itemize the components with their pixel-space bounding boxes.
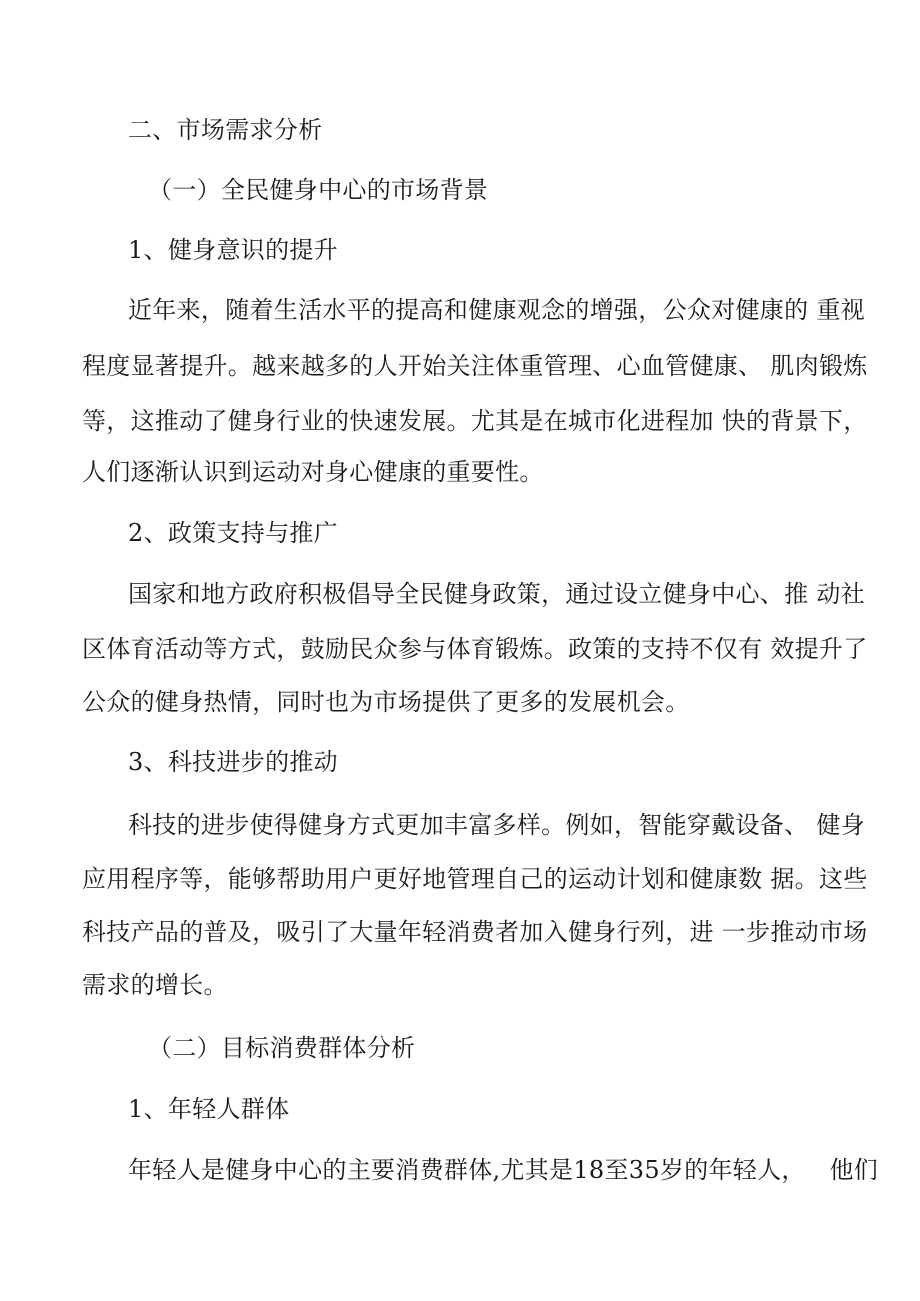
paragraph-line: 公众的健身热情，同时也为市场提供了更多的发展机会。 <box>82 688 690 716</box>
paragraph-line: 科技的进步使得健身方式更加丰富多样。例如，智能穿戴设备、 健身 <box>128 811 865 839</box>
paragraph-line: 近年来，随着生活水平的提高和健康观念的增强，公众对健康的 重视 <box>128 296 865 324</box>
item-heading-fitness-awareness: 1、健身意识的提升 <box>128 236 338 264</box>
item-heading-young-people: 1、年轻人群体 <box>128 1095 290 1123</box>
paragraph-line: 等，这推动了健身行业的快速发展。尤其是在城市化进程加 快的背景下， <box>82 407 868 435</box>
subsection-heading-target-consumers: （二）目标消费群体分析 <box>148 1034 416 1062</box>
paragraph-line: 需求的增长。 <box>82 971 228 999</box>
section-heading: 二、市场需求分析 <box>128 116 323 144</box>
paragraph-line: 科技产品的普及，吸引了大量年轻消费者加入健身行列，进 一步推动市场 <box>82 918 868 946</box>
item-heading-policy-support: 2、政策支持与推广 <box>128 519 338 547</box>
paragraph-line: 应用程序等，能够帮助用户更好地管理自己的运动计划和健康数 据。这些 <box>82 865 868 893</box>
paragraph-line: 程度显著提升。越来越多的人开始关注体重管理、心血管健康、 肌肉锻炼 <box>82 352 868 380</box>
paragraph-line: 国家和地方政府积极倡导全民健身政策，通过设立健身中心、推 动社 <box>128 580 865 608</box>
paragraph-line: 年轻人是健身中心的主要消费群体,尤其是18至35岁的年轻人， 他们 <box>128 1156 879 1184</box>
subsection-heading-market-background: （一）全民健身中心的市场背景 <box>148 176 489 204</box>
item-heading-technology: 3、科技进步的推动 <box>128 748 338 776</box>
paragraph-line: 人们逐渐认识到运动对身心健康的重要性。 <box>82 458 544 486</box>
paragraph-line: 区体育活动等方式，鼓励民众参与体育锻炼。政策的支持不仅有 效提升了 <box>82 635 868 663</box>
